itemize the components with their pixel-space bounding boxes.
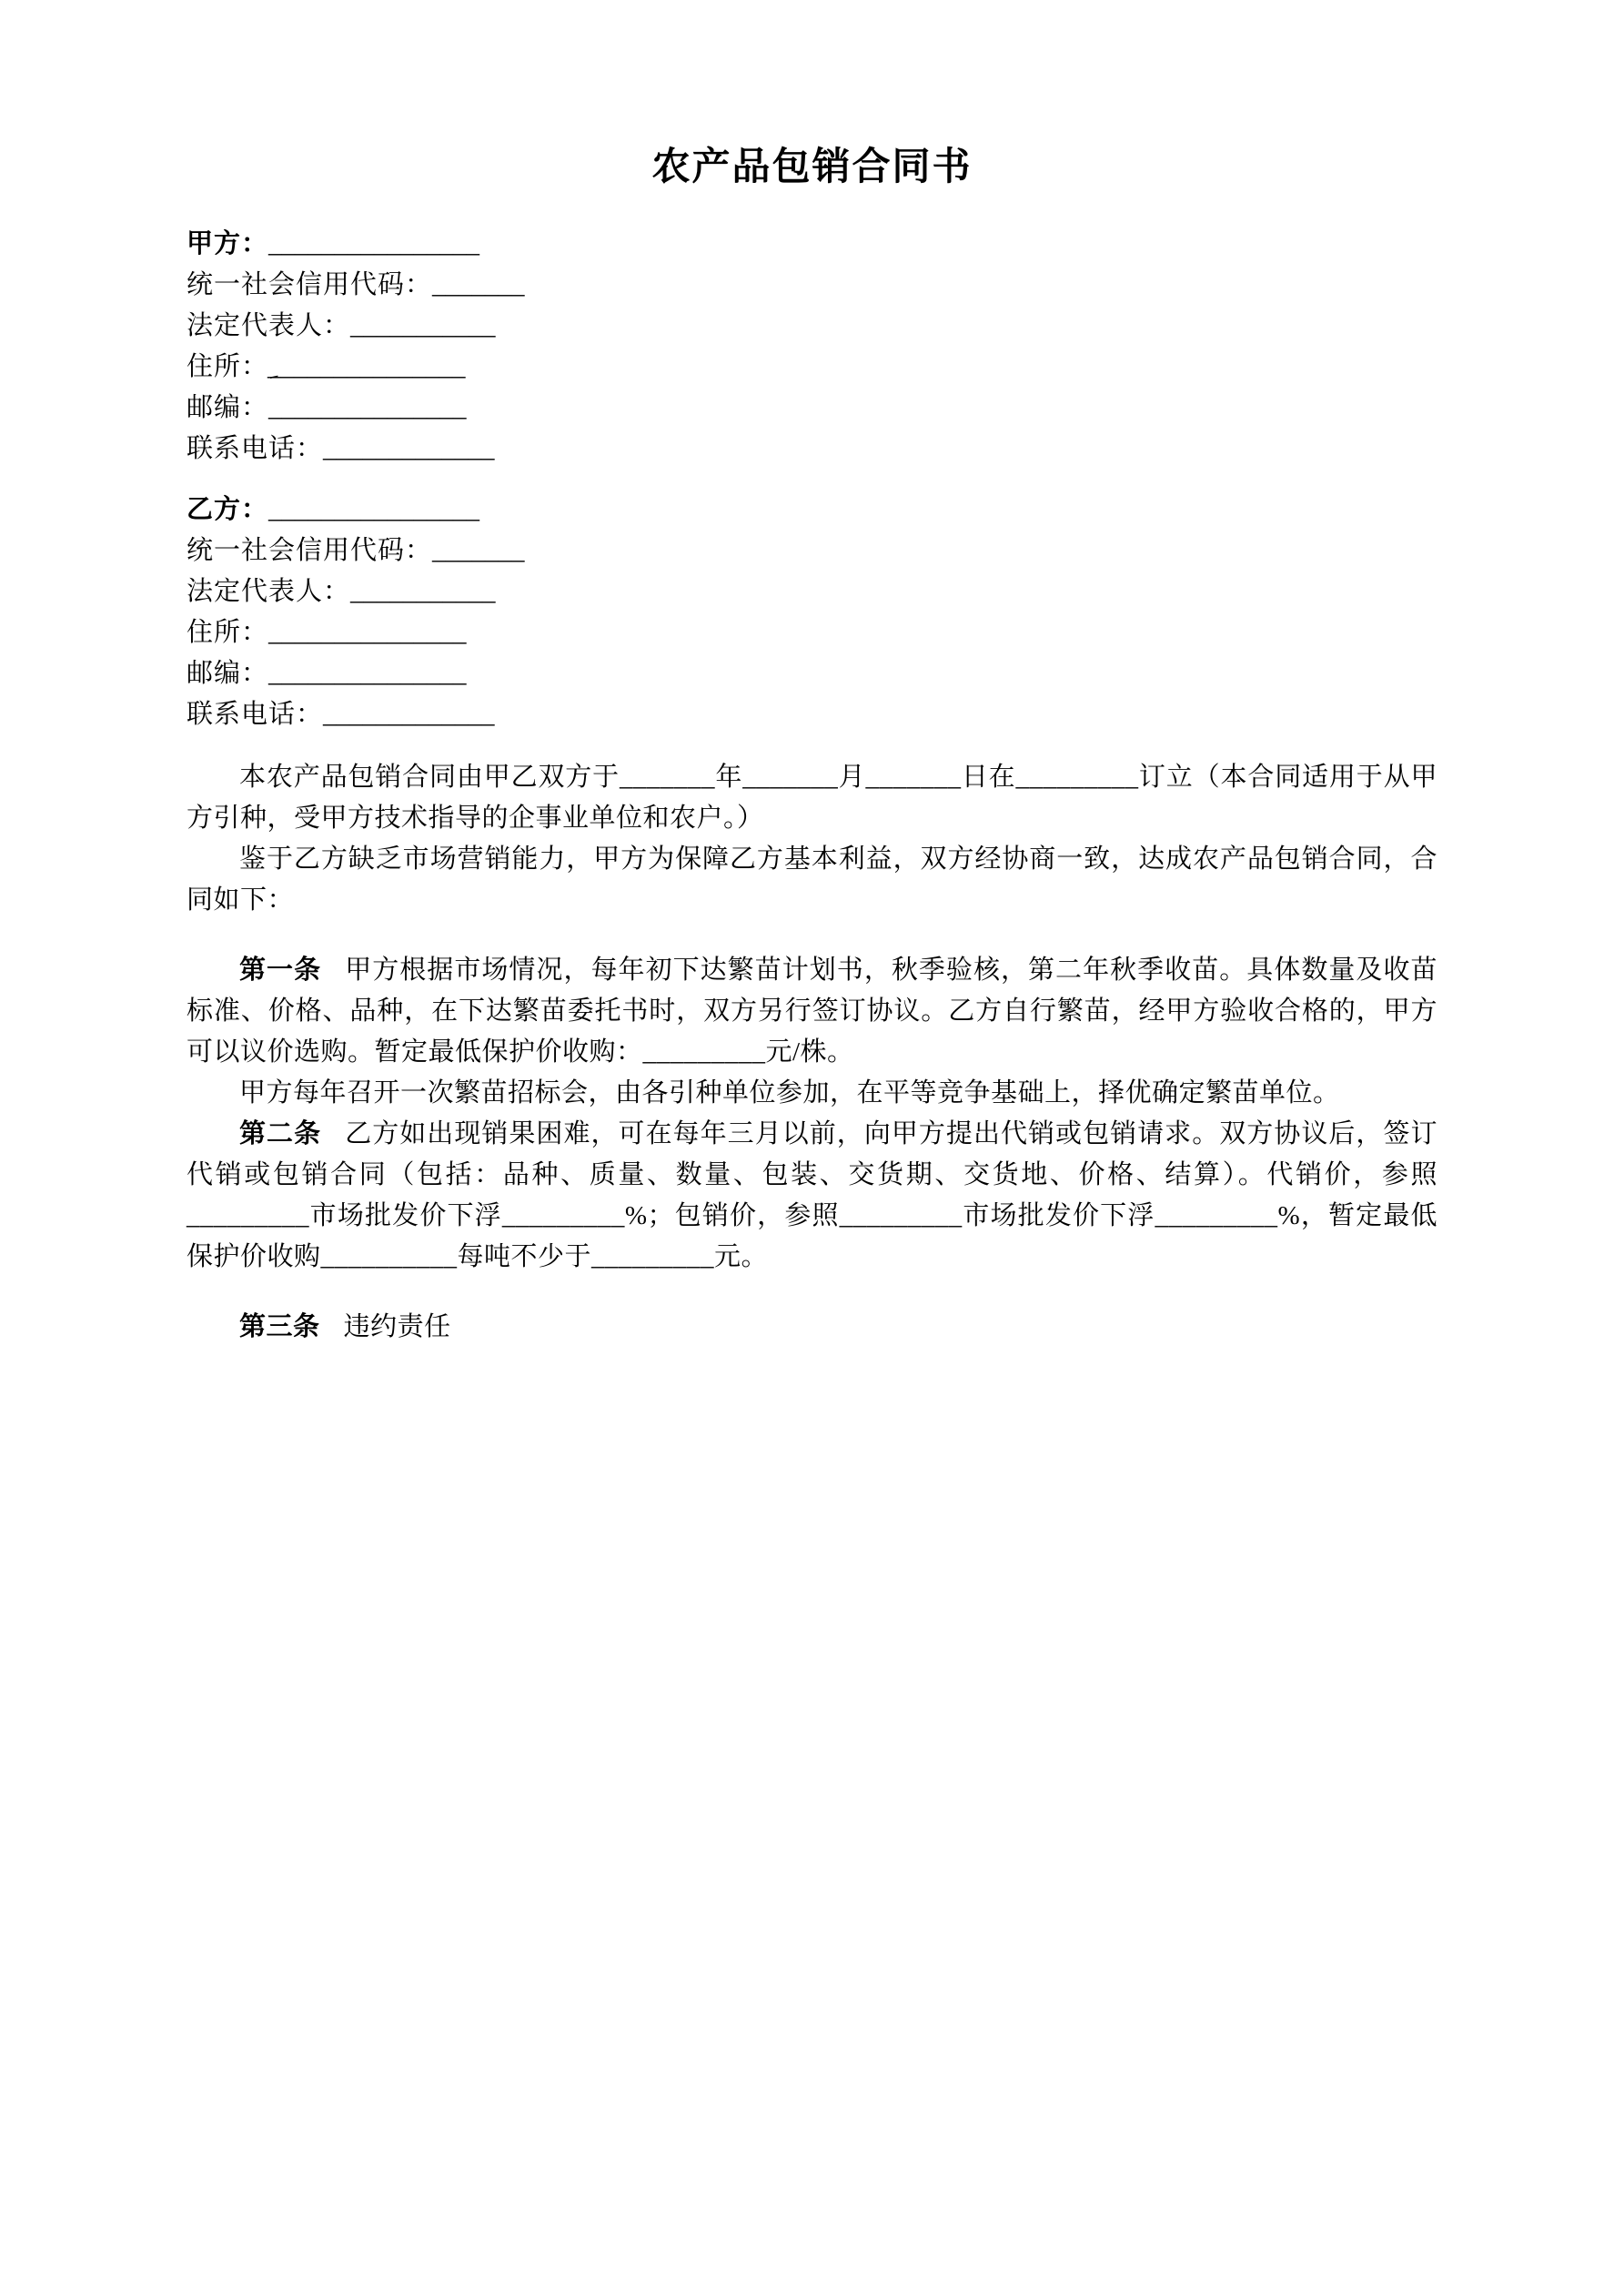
phone-blank: _____________ xyxy=(323,434,495,463)
party-b-name-blank: ________________ xyxy=(268,495,480,524)
legal-rep-blank: ___________ xyxy=(350,577,496,606)
address-label: 住所： xyxy=(187,352,268,381)
credit-code-label: 统一社会信用代码： xyxy=(187,270,433,299)
field-party-b-legal-rep xyxy=(187,571,1437,612)
clause-1-continued-text: 甲方每年召开一次繁苗招标会，由各引种单位参加，在平等竞争基础上，择优确定繁苗单位。 xyxy=(239,1078,1340,1108)
credit-code-label: 统一社会信用代码： xyxy=(187,536,433,565)
clause-2-number: 第二条 xyxy=(239,1119,322,1148)
clause-3 xyxy=(187,1307,1437,1348)
paragraph-intro-text: 本农产品包销合同由甲乙双方于_______年_______月_______日在_________订立（本合同适用于从甲方引种，受甲方技术指导的企事业单位和农户。） xyxy=(187,763,1437,833)
postcode-blank: _______________ xyxy=(268,659,467,688)
document-title: 农产品包销合同书 xyxy=(651,147,973,188)
paragraph-preamble-text: 鉴于乙方缺乏市场营销能力，甲方为保障乙方基本利益，双方经协商一致，达成农产品包销合同，合同如下： xyxy=(187,845,1437,915)
paragraph-preamble xyxy=(187,839,1437,921)
field-party-a-postcode xyxy=(187,388,1437,429)
postcode-blank: _______________ xyxy=(268,393,467,422)
credit-code-blank: _______ xyxy=(432,536,525,565)
party-b-label: 乙方： xyxy=(187,495,269,524)
legal-rep-label: 法定代表人： xyxy=(187,311,351,340)
party-a-section xyxy=(187,224,1437,470)
contract-body xyxy=(187,757,1437,1348)
phone-label: 联系电话： xyxy=(187,700,324,729)
legal-rep-label: 法定代表人： xyxy=(187,577,351,606)
clause-1-number: 第一条 xyxy=(239,956,322,985)
postcode-label: 邮编： xyxy=(187,393,269,422)
credit-code-blank: _______ xyxy=(432,270,525,299)
clause-1 xyxy=(187,950,1437,1073)
field-party-a-credit-code xyxy=(187,265,1437,306)
party-b-section xyxy=(187,490,1437,735)
field-party-b-postcode xyxy=(187,653,1437,694)
phone-label: 联系电话： xyxy=(187,434,324,463)
clause-1-text: 甲方根据市场情况，每年初下达繁苗计划书，秋季验核，第二年秋季收苗。具体数量及收苗标准、价格、品种，在下达繁苗委托书时，双方另行签订协议。乙方自行繁苗，经甲方验收合格的，甲方可以议价选购。暂定最低保护价收购：_________元/株。 xyxy=(187,956,1437,1067)
postcode-label: 邮编： xyxy=(187,659,269,688)
field-party-b-address xyxy=(187,612,1437,653)
clause-3-text: 违约责任 xyxy=(343,1312,451,1341)
field-party-a-phone xyxy=(187,429,1437,470)
field-party-b-credit-code xyxy=(187,531,1437,571)
paragraph-intro xyxy=(187,757,1437,839)
clause-1-continued xyxy=(187,1073,1437,1114)
clause-3-number: 第三条 xyxy=(239,1312,320,1341)
clause-2-text: 乙方如出现销果困难，可在每年三月以前，向甲方提出代销或包销请求。双方协议后，签订代销或包销合同（包括：品种、质量、数量、包装、交货期、交货地、价格、结算）。代销价，参照_________市场批发价下浮_________%；包销价，参照_________市场批发价下浮_________%，暂定最低保护价收购__________每吨不少于_________元。 xyxy=(187,1119,1437,1271)
field-party-b-name xyxy=(187,490,1437,531)
field-party-a-address xyxy=(187,347,1437,388)
address-blank: _______________ xyxy=(268,618,467,647)
address-label: 住所： xyxy=(187,618,269,647)
field-party-b-phone xyxy=(187,694,1437,735)
address-blank: ِ_______________ xyxy=(267,352,466,381)
party-a-label: 甲方： xyxy=(187,229,269,258)
party-a-name-blank: ________________ xyxy=(268,229,480,258)
legal-rep-blank: ___________ xyxy=(350,311,496,340)
field-party-a-name xyxy=(187,224,1437,265)
field-party-a-legal-rep xyxy=(187,306,1437,347)
clause-2 xyxy=(187,1114,1437,1278)
phone-blank: _____________ xyxy=(323,700,495,729)
